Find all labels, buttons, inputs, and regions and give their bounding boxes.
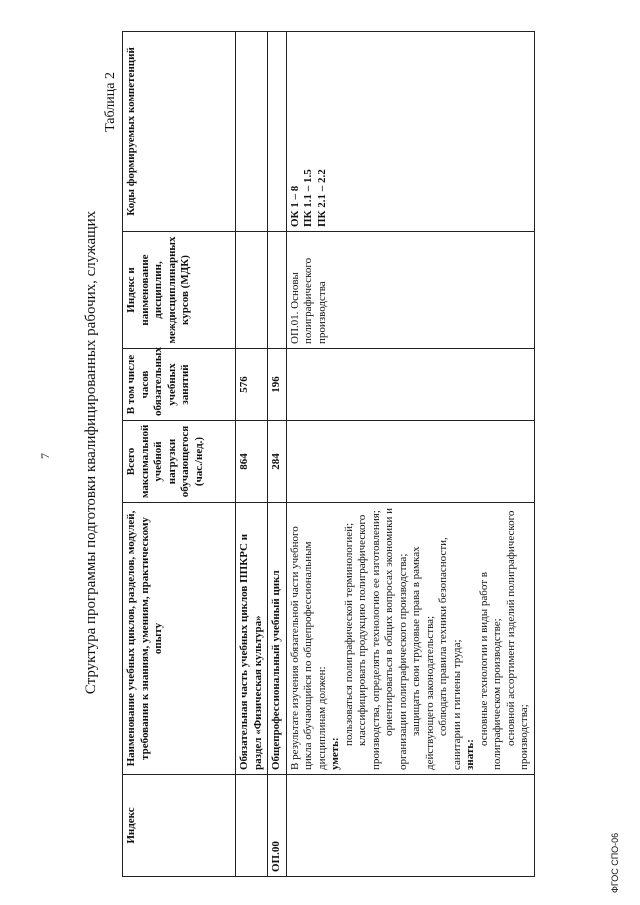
know-item: основные технологии и виды работ в полиграфическом производстве; bbox=[477, 572, 503, 770]
header-max-load: Всего максимальной учебной нагрузки обучающегося (час./нед.) bbox=[123, 421, 236, 503]
can-item: пользоваться полиграфической терминологией; bbox=[342, 522, 355, 746]
header-name: Наименование учебных циклов, разделов, модулей, требования к знаниям, умениям, практическому опыту bbox=[123, 503, 236, 775]
cell-codes bbox=[286, 32, 534, 232]
requirements-cell bbox=[286, 503, 534, 775]
cell-discipline bbox=[268, 232, 287, 349]
cell-mandatory-empty bbox=[286, 349, 534, 421]
page-number: 7 bbox=[38, 453, 52, 459]
cell-name: Общепрофессиональный учебный цикл bbox=[268, 503, 287, 775]
competence-code: ОК 1 – 8 bbox=[288, 185, 301, 227]
footer-standard-code: ФГОС СПО-06 bbox=[610, 832, 620, 893]
table-label: Таблица 2 bbox=[103, 72, 118, 132]
cell-mandatory: 576 bbox=[236, 349, 268, 421]
header-mandatory: В том числе часов обязательных учебных занятий bbox=[123, 349, 236, 421]
cell-mandatory: 196 bbox=[268, 349, 287, 421]
table-row-mandatory-part bbox=[236, 32, 268, 877]
cell-index-empty bbox=[286, 775, 534, 877]
table-header-row bbox=[123, 32, 236, 877]
can-item: ориентироваться в общих вопросах экономики и организации полиграфического производства; bbox=[383, 508, 409, 770]
cell-codes bbox=[236, 32, 268, 232]
cell-index bbox=[236, 775, 268, 877]
cell-name: Обязательная часть учебных циклов ППКРС и раздел «Физическая культура» bbox=[236, 503, 268, 775]
competence-code: ПК 1.1 – 1.5 bbox=[302, 169, 314, 227]
document-title: Структура программы подготовки квалифицированных рабочих, служащих bbox=[83, 210, 99, 695]
cell-max-load-empty bbox=[286, 421, 534, 503]
can-label: уметь: bbox=[329, 737, 341, 770]
can-item: соблюдать правила техники безопасности, санитарии и гигиены труда; bbox=[437, 537, 463, 770]
know-item: основной ассортимент изделий полиграфического производства; bbox=[504, 510, 530, 770]
program-structure-table bbox=[122, 31, 535, 877]
can-item: классифицировать продукцию полиграфического производства, определять технологию ее изготовления; bbox=[356, 510, 382, 770]
cell-discipline bbox=[236, 232, 268, 349]
can-item: защищать свои трудовые права в рамках действующего законодательства; bbox=[410, 546, 436, 770]
cell-index: ОП.00 bbox=[268, 775, 287, 877]
cell-codes bbox=[268, 32, 287, 232]
header-discipline: Индекс и наименование дисциплин, междисциплинарных курсов (МДК) bbox=[123, 232, 236, 349]
know-label: знать: bbox=[464, 739, 476, 770]
table-row-content bbox=[286, 32, 534, 877]
competence-code: ПК 2.1 – 2.2 bbox=[315, 169, 328, 227]
header-index: Индекс bbox=[123, 775, 236, 877]
table-row-op bbox=[268, 32, 287, 877]
cell-discipline: ОП.01. Основы полиграфического производства bbox=[286, 232, 534, 349]
cell-max-load: 864 bbox=[236, 421, 268, 503]
cell-max-load: 284 bbox=[268, 421, 287, 503]
requirements-intro: В результате изучения обязательной части учебного цикла обучающийся по общепрофессиональным дисциплинам должен: bbox=[288, 526, 328, 770]
header-codes: Коды формируемых компетенций bbox=[123, 32, 236, 232]
